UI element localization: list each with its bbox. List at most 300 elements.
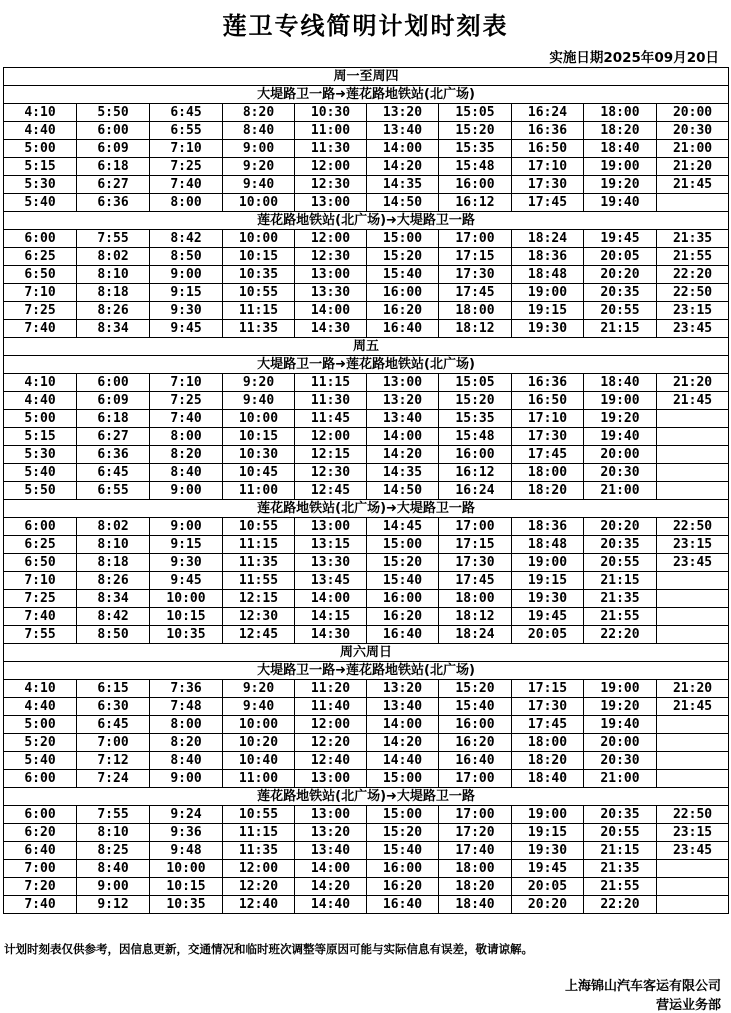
departure-time-cell: 6:36: [77, 194, 150, 212]
departure-time-cell: 13:00: [295, 806, 367, 824]
departure-time-cell: 5:50: [77, 104, 150, 122]
departure-time-cell: 6:55: [77, 482, 150, 500]
departure-time-cell: 10:30: [295, 104, 367, 122]
table-row: [4, 482, 729, 500]
departure-time-cell: 16:40: [367, 626, 439, 644]
departure-time-cell: 17:30: [439, 266, 512, 284]
departure-time-cell: 9:40: [223, 176, 295, 194]
departure-time-cell: 14:30: [295, 320, 367, 338]
departure-time-cell: 8:42: [150, 230, 223, 248]
departure-time-cell: 16:50: [512, 140, 584, 158]
departure-time-cell: 21:45: [657, 392, 729, 410]
departure-time-cell: 9:00: [150, 266, 223, 284]
departure-time-cell: 8:40: [223, 122, 295, 140]
departure-time-cell: 15:48: [439, 428, 512, 446]
departure-time-cell: 8:26: [77, 302, 150, 320]
table-row: [4, 194, 729, 212]
departure-time-cell: 9:00: [77, 878, 150, 896]
departure-time-cell: [657, 482, 729, 500]
departure-time-cell: 9:36: [150, 824, 223, 842]
departure-time-cell: 9:20: [223, 158, 295, 176]
departure-time-cell: 6:40: [4, 842, 77, 860]
table-row: [4, 230, 729, 248]
direction-header-row: [4, 212, 729, 230]
departure-time-cell: 13:20: [295, 824, 367, 842]
departure-time-cell: 17:45: [439, 572, 512, 590]
departure-time-cell: 14:20: [367, 734, 439, 752]
departure-time-cell: [657, 896, 729, 914]
departure-time-cell: 8:00: [150, 428, 223, 446]
direction-header-row: [4, 662, 729, 680]
table-row: [4, 752, 729, 770]
departure-time-cell: 10:35: [223, 266, 295, 284]
departure-time-cell: 20:35: [584, 806, 657, 824]
departure-time-cell: 19:00: [512, 284, 584, 302]
departure-time-cell: 6:25: [4, 248, 77, 266]
departure-time-cell: 11:00: [223, 770, 295, 788]
table-row: [4, 680, 729, 698]
departure-time-cell: 21:15: [584, 842, 657, 860]
departure-time-cell: 17:45: [439, 284, 512, 302]
departure-time-cell: 14:00: [367, 716, 439, 734]
departure-time-cell: 20:20: [512, 896, 584, 914]
departure-time-cell: 10:35: [150, 626, 223, 644]
timetable-body: [4, 68, 729, 914]
departure-time-cell: 16:00: [367, 590, 439, 608]
departure-time-cell: 9:20: [223, 680, 295, 698]
departure-time-cell: [657, 716, 729, 734]
departure-time-cell: 8:20: [150, 446, 223, 464]
departure-time-cell: 11:30: [295, 140, 367, 158]
departure-time-cell: 12:15: [223, 590, 295, 608]
departure-time-cell: 16:40: [439, 752, 512, 770]
departure-time-cell: 8:50: [77, 626, 150, 644]
table-row: [4, 842, 729, 860]
departure-time-cell: 17:20: [439, 824, 512, 842]
departure-time-cell: 7:40: [150, 176, 223, 194]
departure-time-cell: 20:00: [584, 734, 657, 752]
departure-time-cell: 5:20: [4, 734, 77, 752]
departure-time-cell: 11:15: [295, 374, 367, 392]
departure-time-cell: 10:00: [223, 410, 295, 428]
departure-time-cell: 11:40: [295, 698, 367, 716]
table-row: [4, 824, 729, 842]
departure-time-cell: 19:30: [512, 842, 584, 860]
departure-time-cell: 12:00: [295, 716, 367, 734]
direction-header: 大堤路卫一路➜莲花路地铁站(北广场): [4, 86, 729, 104]
departure-time-cell: 16:24: [439, 482, 512, 500]
departure-time-cell: 11:15: [223, 302, 295, 320]
disclaimer-note: 计划时刻表仅供参考，因信息更新，交通情况和临时班次调整等原因可能与实际信息有误差，敬请谅解。: [4, 942, 533, 956]
departure-time-cell: 6:09: [77, 140, 150, 158]
table-row: [4, 518, 729, 536]
departure-time-cell: 17:10: [512, 158, 584, 176]
departure-time-cell: 14:45: [367, 518, 439, 536]
departure-time-cell: 19:15: [512, 824, 584, 842]
departure-time-cell: 6:09: [77, 392, 150, 410]
departure-time-cell: 10:40: [223, 752, 295, 770]
departure-time-cell: 14:20: [367, 446, 439, 464]
table-row: [4, 896, 729, 914]
departure-time-cell: 5:40: [4, 194, 77, 212]
departure-time-cell: 15:35: [439, 410, 512, 428]
departure-time-cell: 13:45: [295, 572, 367, 590]
departure-time-cell: 18:40: [512, 770, 584, 788]
departure-time-cell: 18:00: [584, 104, 657, 122]
departure-time-cell: 19:15: [512, 572, 584, 590]
departure-time-cell: 11:35: [223, 842, 295, 860]
departure-time-cell: 15:00: [367, 536, 439, 554]
departure-time-cell: [657, 464, 729, 482]
departure-time-cell: 14:20: [295, 878, 367, 896]
departure-time-cell: 17:00: [439, 806, 512, 824]
departure-time-cell: 11:30: [295, 392, 367, 410]
departure-time-cell: 19:15: [512, 302, 584, 320]
departure-time-cell: 5:50: [4, 482, 77, 500]
departure-time-cell: 7:25: [4, 302, 77, 320]
period-header-row: [4, 338, 729, 356]
departure-time-cell: 13:40: [295, 842, 367, 860]
departure-time-cell: [657, 608, 729, 626]
table-row: [4, 140, 729, 158]
departure-time-cell: 7:10: [4, 284, 77, 302]
departure-time-cell: 13:30: [295, 284, 367, 302]
departure-time-cell: 22:50: [657, 518, 729, 536]
departure-time-cell: 20:35: [584, 284, 657, 302]
departure-time-cell: 21:15: [584, 572, 657, 590]
table-row: [4, 446, 729, 464]
departure-time-cell: 11:15: [223, 824, 295, 842]
table-row: [4, 266, 729, 284]
departure-time-cell: 6:18: [77, 158, 150, 176]
departure-time-cell: [657, 734, 729, 752]
departure-time-cell: 23:15: [657, 536, 729, 554]
departure-time-cell: 15:00: [367, 770, 439, 788]
departure-time-cell: 6:00: [77, 374, 150, 392]
departure-time-cell: 20:20: [584, 518, 657, 536]
departure-time-cell: 9:48: [150, 842, 223, 860]
departure-time-cell: 16:36: [512, 122, 584, 140]
departure-time-cell: 8:10: [77, 266, 150, 284]
table-row: [4, 626, 729, 644]
departure-time-cell: 18:40: [439, 896, 512, 914]
departure-time-cell: 10:55: [223, 806, 295, 824]
departure-time-cell: 5:40: [4, 752, 77, 770]
departure-time-cell: 7:25: [150, 392, 223, 410]
departure-time-cell: 15:20: [367, 248, 439, 266]
departure-time-cell: 13:20: [367, 680, 439, 698]
departure-time-cell: 19:45: [584, 230, 657, 248]
departure-time-cell: 18:48: [512, 536, 584, 554]
departure-time-cell: [657, 572, 729, 590]
departure-time-cell: 15:35: [439, 140, 512, 158]
departure-time-cell: 6:50: [4, 266, 77, 284]
departure-time-cell: 15:40: [367, 572, 439, 590]
departure-time-cell: 18:48: [512, 266, 584, 284]
departure-time-cell: 18:40: [584, 140, 657, 158]
departure-time-cell: 16:40: [367, 896, 439, 914]
departure-time-cell: 20:55: [584, 302, 657, 320]
departure-time-cell: 4:10: [4, 680, 77, 698]
departure-time-cell: 14:35: [367, 464, 439, 482]
period-header: 周一至周四: [4, 68, 729, 86]
departure-time-cell: 7:55: [77, 230, 150, 248]
departure-time-cell: 14:00: [295, 860, 367, 878]
table-row: [4, 320, 729, 338]
departure-time-cell: 6:00: [4, 230, 77, 248]
departure-time-cell: 21:55: [657, 248, 729, 266]
departure-time-cell: 10:15: [150, 878, 223, 896]
departure-time-cell: 12:40: [223, 896, 295, 914]
departure-time-cell: 20:00: [584, 446, 657, 464]
table-row: [4, 698, 729, 716]
departure-time-cell: 8:40: [150, 464, 223, 482]
departure-time-cell: 19:30: [512, 590, 584, 608]
departure-time-cell: 20:05: [584, 248, 657, 266]
departure-time-cell: 8:02: [77, 518, 150, 536]
departure-time-cell: 10:45: [223, 464, 295, 482]
departure-time-cell: 8:10: [77, 536, 150, 554]
departure-time-cell: 9:00: [223, 140, 295, 158]
departure-time-cell: 20:05: [512, 878, 584, 896]
departure-time-cell: 18:40: [584, 374, 657, 392]
departure-time-cell: 14:00: [367, 140, 439, 158]
departure-time-cell: 10:55: [223, 284, 295, 302]
table-row: [4, 284, 729, 302]
departure-time-cell: 17:15: [439, 248, 512, 266]
table-row: [4, 860, 729, 878]
departure-time-cell: 15:20: [367, 554, 439, 572]
departure-time-cell: 17:30: [512, 698, 584, 716]
departure-time-cell: 18:20: [512, 482, 584, 500]
departure-time-cell: 8:40: [150, 752, 223, 770]
departure-time-cell: 14:00: [295, 590, 367, 608]
departure-time-cell: 11:35: [223, 320, 295, 338]
departure-time-cell: 23:15: [657, 824, 729, 842]
departure-time-cell: 22:20: [584, 626, 657, 644]
departure-time-cell: 20:00: [657, 104, 729, 122]
departure-time-cell: 16:20: [439, 734, 512, 752]
departure-time-cell: 16:00: [367, 860, 439, 878]
departure-time-cell: 12:45: [295, 482, 367, 500]
departure-time-cell: 6:45: [77, 716, 150, 734]
departure-time-cell: [657, 590, 729, 608]
department-name: 营运业务部: [655, 998, 721, 1013]
departure-time-cell: 17:30: [512, 176, 584, 194]
departure-time-cell: 8:10: [77, 824, 150, 842]
departure-time-cell: 14:40: [295, 896, 367, 914]
departure-time-cell: 20:05: [512, 626, 584, 644]
departure-time-cell: 14:00: [295, 302, 367, 320]
departure-time-cell: 7:40: [4, 320, 77, 338]
table-row: [4, 806, 729, 824]
departure-time-cell: [657, 878, 729, 896]
departure-time-cell: 18:12: [439, 608, 512, 626]
departure-time-cell: 5:15: [4, 158, 77, 176]
departure-time-cell: 13:15: [295, 536, 367, 554]
departure-time-cell: 5:40: [4, 464, 77, 482]
timetable: [3, 67, 729, 914]
direction-header: 大堤路卫一路➜莲花路地铁站(北广场): [4, 356, 729, 374]
departure-time-cell: 19:00: [584, 680, 657, 698]
departure-time-cell: 18:00: [439, 860, 512, 878]
departure-time-cell: 9:20: [223, 374, 295, 392]
departure-time-cell: 6:00: [77, 122, 150, 140]
departure-time-cell: 14:40: [367, 752, 439, 770]
departure-time-cell: 13:00: [367, 374, 439, 392]
departure-time-cell: 16:00: [439, 176, 512, 194]
departure-time-cell: 15:20: [439, 392, 512, 410]
departure-time-cell: 17:15: [439, 536, 512, 554]
departure-time-cell: [657, 626, 729, 644]
departure-time-cell: 21:20: [657, 680, 729, 698]
departure-time-cell: 15:20: [439, 122, 512, 140]
departure-time-cell: 11:00: [223, 482, 295, 500]
table-row: [4, 104, 729, 122]
departure-time-cell: 8:00: [150, 716, 223, 734]
departure-time-cell: 18:24: [439, 626, 512, 644]
effective-date: 实施日期2025年09月20日: [549, 50, 719, 66]
departure-time-cell: 19:45: [512, 860, 584, 878]
departure-time-cell: 9:12: [77, 896, 150, 914]
departure-time-cell: 19:30: [512, 320, 584, 338]
table-row: [4, 878, 729, 896]
departure-time-cell: 6:00: [4, 806, 77, 824]
departure-time-cell: 10:55: [223, 518, 295, 536]
departure-time-cell: 8:42: [77, 608, 150, 626]
departure-time-cell: 19:40: [584, 716, 657, 734]
departure-time-cell: [657, 860, 729, 878]
departure-time-cell: 21:20: [657, 158, 729, 176]
departure-time-cell: 4:40: [4, 698, 77, 716]
departure-time-cell: 21:55: [584, 608, 657, 626]
departure-time-cell: 6:50: [4, 554, 77, 572]
table-row: [4, 122, 729, 140]
departure-time-cell: 16:00: [367, 284, 439, 302]
departure-time-cell: 10:00: [150, 860, 223, 878]
direction-header-row: [4, 86, 729, 104]
departure-time-cell: 8:02: [77, 248, 150, 266]
departure-time-cell: 9:00: [150, 518, 223, 536]
departure-time-cell: 8:25: [77, 842, 150, 860]
departure-time-cell: 21:20: [657, 374, 729, 392]
departure-time-cell: 12:30: [223, 608, 295, 626]
departure-time-cell: 4:40: [4, 122, 77, 140]
departure-time-cell: 6:27: [77, 428, 150, 446]
departure-time-cell: 4:40: [4, 392, 77, 410]
departure-time-cell: 8:50: [150, 248, 223, 266]
departure-time-cell: 6:20: [4, 824, 77, 842]
departure-time-cell: 8:26: [77, 572, 150, 590]
departure-time-cell: 21:45: [657, 176, 729, 194]
departure-time-cell: 20:55: [584, 554, 657, 572]
departure-time-cell: 23:45: [657, 320, 729, 338]
departure-time-cell: 16:50: [512, 392, 584, 410]
departure-time-cell: 16:20: [367, 878, 439, 896]
departure-time-cell: 22:20: [657, 266, 729, 284]
departure-time-cell: 12:30: [295, 248, 367, 266]
departure-time-cell: 8:18: [77, 554, 150, 572]
departure-time-cell: 10:15: [223, 428, 295, 446]
departure-time-cell: 10:30: [223, 446, 295, 464]
departure-time-cell: 7:20: [4, 878, 77, 896]
departure-time-cell: 14:00: [367, 428, 439, 446]
table-row: [4, 374, 729, 392]
direction-header: 大堤路卫一路➜莲花路地铁站(北广场): [4, 662, 729, 680]
departure-time-cell: 15:20: [367, 824, 439, 842]
table-row: [4, 176, 729, 194]
departure-time-cell: 18:36: [512, 248, 584, 266]
departure-time-cell: 17:45: [512, 716, 584, 734]
table-row: [4, 392, 729, 410]
departure-time-cell: 11:20: [295, 680, 367, 698]
departure-time-cell: 21:55: [584, 878, 657, 896]
departure-time-cell: 17:30: [439, 554, 512, 572]
departure-time-cell: 20:30: [657, 122, 729, 140]
departure-time-cell: 14:35: [367, 176, 439, 194]
departure-time-cell: 8:34: [77, 320, 150, 338]
departure-time-cell: 18:20: [584, 122, 657, 140]
departure-time-cell: 13:00: [295, 518, 367, 536]
departure-time-cell: 5:00: [4, 140, 77, 158]
table-row: [4, 608, 729, 626]
departure-time-cell: [657, 770, 729, 788]
departure-time-cell: 18:36: [512, 518, 584, 536]
departure-time-cell: 9:24: [150, 806, 223, 824]
departure-time-cell: 16:36: [512, 374, 584, 392]
departure-time-cell: 19:00: [512, 554, 584, 572]
departure-time-cell: 18:24: [512, 230, 584, 248]
table-row: [4, 464, 729, 482]
departure-time-cell: 9:45: [150, 320, 223, 338]
departure-time-cell: 10:00: [223, 716, 295, 734]
departure-time-cell: 7:12: [77, 752, 150, 770]
departure-time-cell: 16:00: [439, 716, 512, 734]
departure-time-cell: 21:35: [584, 860, 657, 878]
departure-time-cell: 13:40: [367, 122, 439, 140]
departure-time-cell: 16:12: [439, 194, 512, 212]
departure-time-cell: 9:40: [223, 392, 295, 410]
departure-time-cell: 12:00: [295, 158, 367, 176]
departure-time-cell: 5:30: [4, 176, 77, 194]
departure-time-cell: 10:15: [150, 608, 223, 626]
departure-time-cell: 22:50: [657, 806, 729, 824]
departure-time-cell: 9:40: [223, 698, 295, 716]
direction-header-row: [4, 500, 729, 518]
departure-time-cell: 8:40: [77, 860, 150, 878]
departure-time-cell: 12:20: [223, 878, 295, 896]
departure-time-cell: 14:50: [367, 482, 439, 500]
departure-time-cell: 8:20: [223, 104, 295, 122]
departure-time-cell: 18:00: [512, 734, 584, 752]
departure-time-cell: 19:40: [584, 194, 657, 212]
departure-time-cell: 12:45: [223, 626, 295, 644]
departure-time-cell: 15:00: [367, 230, 439, 248]
departure-time-cell: 9:00: [150, 770, 223, 788]
departure-time-cell: 12:30: [295, 176, 367, 194]
departure-time-cell: 17:00: [439, 770, 512, 788]
departure-time-cell: 23:15: [657, 302, 729, 320]
departure-time-cell: 5:00: [4, 716, 77, 734]
table-row: [4, 554, 729, 572]
departure-time-cell: 15:48: [439, 158, 512, 176]
departure-time-cell: 22:50: [657, 284, 729, 302]
company-name: 上海锦山汽车客运有限公司: [564, 979, 721, 994]
departure-time-cell: 16:12: [439, 464, 512, 482]
departure-time-cell: 7:40: [4, 896, 77, 914]
table-row: [4, 590, 729, 608]
departure-time-cell: 16:20: [367, 608, 439, 626]
